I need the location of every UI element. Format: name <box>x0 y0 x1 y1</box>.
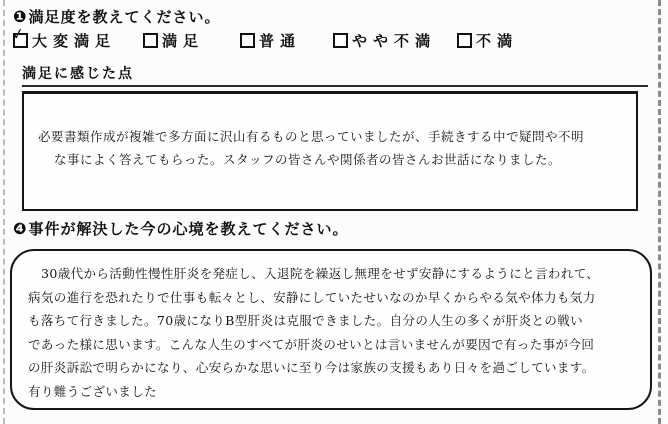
satisfaction-options-row <box>0 30 668 50</box>
answer-line: 必要書類作成が複雑で多方面に沢山有るものと思っていましたが、手続きする中で疑問や不明 <box>38 129 585 144</box>
circled-number-1-icon: ❶ <box>13 6 28 26</box>
question-feelings-title: 事件が解決した今の心境を教えてください。 <box>28 220 349 238</box>
question-satisfaction-heading <box>13 6 221 27</box>
answer-line: な事によく答えてもらった。スタッフの皆さんや関係者の皆さんお世話になりました。 <box>54 152 562 167</box>
answer-line: の肝炎訴訟で明らかになり、心安らかな思いに至り今は家族の支援もあり日々を過ごしています。 <box>28 360 595 375</box>
answer-line: であった様に思います。こんな人生のすべてが肝炎のせいとは言いませんが要因で有った事が今回 <box>28 336 595 352</box>
option-label: 不満 <box>476 32 519 50</box>
checkbox-icon[interactable] <box>240 33 255 48</box>
checkbox-icon[interactable] <box>333 33 348 48</box>
scan-edge-line-left <box>3 0 5 424</box>
answer-line: も落ちて行きました。70歳になりB型肝炎は克服できました。自分の人生の多くが肝炎との戦い <box>28 313 584 328</box>
option-fuman[interactable] <box>457 30 518 51</box>
satisfaction-answer-box <box>22 91 638 211</box>
option-yaya-fuman[interactable] <box>333 30 436 51</box>
scan-edge-line-right <box>658 0 661 424</box>
option-daihen-manzoku[interactable] <box>13 30 116 51</box>
option-manzoku[interactable] <box>143 30 204 51</box>
option-label: やや不満 <box>352 32 437 50</box>
satisfaction-points-label: 満足に感じた点 <box>22 66 134 82</box>
checkbox-checked-icon[interactable] <box>13 33 28 48</box>
option-label: 普通 <box>259 32 302 50</box>
option-label: 満足 <box>162 32 205 50</box>
question-feelings-heading <box>13 218 349 239</box>
answer-line: 30歳代から活動性慢性肝炎を発症し、入退院を繰返し無理をせず安静にするようにと言われて、 <box>41 266 600 281</box>
satisfaction-points-label-row <box>22 63 648 87</box>
option-label: 大変満足 <box>32 32 117 50</box>
answer-line: 病気の進行を恐れたりで仕事も転々とし、安静にしていたせいなのか早くからやる気や体力も気力 <box>28 289 596 305</box>
question-satisfaction-title: 満足度を教えてください。 <box>28 8 221 26</box>
checkbox-icon[interactable] <box>457 33 472 48</box>
answer-line: 有り難うございました <box>28 383 158 399</box>
circled-number-4-icon: ❹ <box>13 218 28 238</box>
feelings-answer-box <box>10 249 652 410</box>
option-futsuu[interactable] <box>240 30 301 51</box>
checkbox-icon[interactable] <box>143 33 158 48</box>
